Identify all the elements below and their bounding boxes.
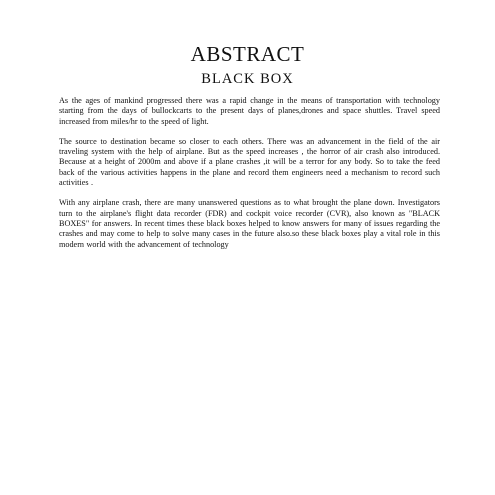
paragraph-3: With any airplane crash, there are many unanswered questions as to what brought the plane down. Investigators turn to the airplane's flight data recorder (FDR) and cockpit voice recorder (CVR), also known as "BLACK BOXES" for answers. In recent times these black boxes helped to know answers for many of issues regarding the crashes and may come to help to solve many cases in the future also.so these black boxes play a vital role in this modern world with the advancement of technology bbox=[59, 198, 440, 249]
paragraph-2: The source to destination became so closer to each others. There was an advancement in the field of the air traveling system with the help of airplane. But as the speed increases , the horror of air crash also introduced. Because at a height of 2000m and above if a plane crashes ,it will be a terror for any body. So to take the feed back of the various activities happens in the plane and record them engineers need a mechanism to record such activities . bbox=[59, 136, 440, 188]
page-subtitle: BLACK BOX bbox=[201, 71, 294, 87]
paragraph-1: As the ages of mankind progressed there was a rapid change in the means of transportation with technology starting from the days of bullockcarts to the present days of planes,drones and space shuttles. Travel speed increased from miles/hr to the speed of light. bbox=[59, 96, 440, 126]
abstract-body bbox=[59, 96, 440, 260]
page-title: ABSTRACT bbox=[190, 42, 305, 66]
